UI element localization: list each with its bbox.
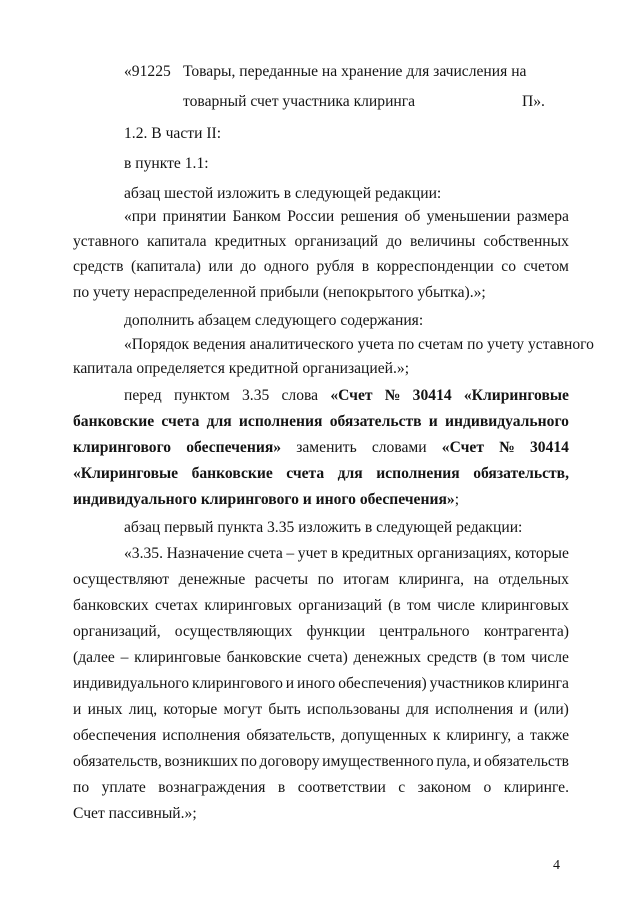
text-word: и (428, 413, 438, 430)
text-word: контрагента) (483, 623, 569, 640)
text-word: до (386, 233, 402, 250)
quote1-last-line: по учету нераспределенной прибыли (непокрытого убытка).»; (73, 284, 486, 301)
text-word: обязательств (484, 753, 569, 770)
text-word: «при (124, 208, 157, 225)
text-word: индивидуального клирингового и иного обеспечения» (73, 491, 455, 508)
text-word: по (240, 753, 257, 770)
quote3-line (124, 544, 569, 564)
text-word: лиц, (128, 701, 158, 718)
text-word: осуществляющих (174, 623, 293, 640)
text-word: перед (124, 387, 162, 404)
text-word: в (330, 545, 339, 562)
text-word: П». (522, 93, 545, 110)
text-word: (далее (73, 649, 115, 666)
text-word: размера (516, 208, 569, 225)
text-word: исполнения (435, 701, 514, 718)
text-word: Товары, переданные на хранение для зачисления на (183, 63, 527, 80)
quote3-line (73, 622, 569, 642)
text-word: счета (286, 465, 325, 482)
text-word: числе (437, 597, 476, 614)
replace-line-3 (73, 438, 569, 458)
text-word: России (287, 208, 335, 225)
text-word: банковских (73, 597, 149, 614)
text-word: клирингового (73, 439, 172, 456)
section-heading: 1.2. В части II: (124, 125, 222, 142)
text-word: а (517, 727, 525, 744)
text-word: индивидуального (73, 675, 190, 692)
page-number: 4 (553, 858, 560, 873)
text-word: в (361, 258, 370, 275)
text-word: банковские (226, 649, 302, 666)
quote1-line (73, 257, 569, 277)
text-word: организаций (294, 233, 379, 250)
text-word: по (73, 779, 90, 796)
text-word: обязательств, (73, 753, 162, 770)
text-word: 30414 (529, 439, 569, 456)
text-word: денежных (353, 649, 422, 666)
account-type (522, 92, 545, 112)
account-number: «91225 (124, 63, 171, 80)
quote3-line (73, 700, 569, 720)
text-word: с (398, 779, 406, 796)
text-word: обязательств, (473, 465, 569, 482)
text-word: – (286, 545, 295, 562)
text-word: уставного (73, 233, 139, 250)
text-word: также (530, 727, 569, 744)
text-word: капитала (147, 233, 207, 250)
text-word: клиринговых (481, 597, 569, 614)
text-word: об (404, 208, 421, 225)
quote3-line (73, 648, 569, 668)
text-word: обязательств, (246, 727, 336, 744)
text-word: использованы (306, 701, 400, 718)
text-word: расчеты (254, 571, 309, 588)
text-word: «Счет (330, 387, 373, 404)
text-word: «3.35. (124, 545, 163, 562)
text-word: принятии (162, 208, 227, 225)
text-word: (или) (534, 701, 569, 718)
text-word: со (501, 258, 516, 275)
account-line-1 (124, 62, 171, 82)
text-word: рубля (316, 258, 355, 275)
text-word: том (406, 597, 431, 614)
text-word: допущенных (341, 727, 427, 744)
text-word: возникших (164, 753, 239, 770)
text-word: могут (223, 701, 263, 718)
text-word: счета) (307, 649, 348, 666)
text-word: заменить (296, 439, 357, 456)
text-word: функции (306, 623, 366, 640)
text-word: числе (531, 649, 569, 666)
text-word: клиринга (507, 675, 569, 692)
text-word: отдельных (498, 571, 569, 588)
text-word: индивидуального (445, 413, 569, 430)
text-word: соответствии (297, 779, 386, 796)
text-word: средств (73, 258, 124, 275)
text-word: которые (514, 545, 569, 562)
text-word: организациях, (417, 545, 512, 562)
quote3-line (73, 778, 569, 798)
text-word: денежные (178, 571, 246, 588)
account-title-line-2 (183, 92, 415, 112)
replace-line-2 (73, 412, 569, 432)
text-word: организаций, (73, 623, 161, 640)
text-word: и (519, 701, 528, 718)
text-word: том (501, 649, 526, 666)
text-word: «Клиринговые (463, 387, 569, 404)
text-word: иного (297, 675, 336, 692)
text-word: обеспечения (73, 727, 157, 744)
text-word: центрального (379, 623, 470, 640)
text-word: счета (161, 413, 200, 430)
text-word: учет (297, 545, 328, 562)
text-word: (в (483, 649, 496, 666)
point-heading: в пункте 1.1: (124, 155, 209, 172)
quote3-line (73, 596, 569, 616)
text-word: товарный счет участника клиринга (183, 93, 416, 110)
text-word: и (285, 675, 295, 692)
text-word: уплате (101, 779, 146, 796)
text-word: и (473, 753, 482, 770)
text-word: клирингу, (446, 727, 512, 744)
text-word: которые (163, 701, 218, 718)
text-word: 30414 (412, 387, 452, 404)
text-word: (в (388, 597, 401, 614)
text-word: пунктом (173, 387, 230, 404)
text-word: № (384, 387, 401, 404)
text-word: словами (371, 439, 427, 456)
text-word: банковские (73, 413, 155, 430)
quote3-line (73, 752, 569, 772)
replace-line-5 (73, 490, 459, 510)
text-word: обеспечения) (338, 675, 427, 692)
text-word: собственных (483, 233, 569, 250)
text-word: кредитных (341, 545, 414, 562)
text-word: Банком (232, 208, 281, 225)
quote3-line (73, 570, 569, 590)
text-word: имущественного (322, 753, 434, 770)
text-word: слова (281, 387, 319, 404)
text-word: (капитала) (131, 258, 201, 275)
quote2-line: капитала определяется кредитной организацией.»; (73, 360, 410, 377)
text-word: вознаграждения (158, 779, 266, 796)
text-word: осуществляют (73, 571, 170, 588)
text-word: средств (426, 649, 478, 666)
text-word: счетом (523, 258, 569, 275)
text-word: – (120, 649, 129, 666)
text-word: для (206, 413, 232, 430)
text-word: Назначение (166, 545, 244, 562)
quote3-last-line: Счет пассивный.»; (73, 805, 197, 822)
text-word: к (432, 727, 441, 744)
text-word: по (317, 571, 334, 588)
text-word: обязательств (329, 413, 422, 430)
text-word: решения (340, 208, 399, 225)
text-word: пула, (436, 753, 471, 770)
text-word: одного (263, 258, 309, 275)
text-word: кредитных (214, 233, 287, 250)
text-word: и (73, 701, 82, 718)
text-word: о (483, 779, 492, 796)
replace-line-4 (73, 464, 569, 484)
paragraph-intro-sixth: абзац шестой изложить в следующей редакции: (124, 185, 442, 202)
text-word: «Счет (441, 439, 485, 456)
quote1-line (124, 207, 569, 227)
text-word: исполнения (238, 413, 323, 430)
replace-line-1 (124, 386, 569, 406)
quote2-line: «Порядок ведения аналитического учета по счетам по учету уставного (124, 336, 594, 353)
text-word: ; (454, 491, 460, 508)
quote3-line (73, 674, 569, 694)
text-word: «Клиринговые (73, 465, 179, 482)
text-word: уменьшении (426, 208, 511, 225)
text-word: договору (259, 753, 320, 770)
text-word: быть (268, 701, 301, 718)
text-word: до (240, 258, 257, 275)
text-word: банковские (191, 465, 273, 482)
text-word: или (208, 258, 233, 275)
paragraph-intro-first: абзац первый пункта 3.35 изложить в следующей редакции: (124, 519, 523, 536)
text-word: иных (87, 701, 123, 718)
text-word: клиринговые (134, 649, 221, 666)
text-word: счета (247, 545, 283, 562)
text-word: в (277, 779, 286, 796)
text-word: величины (409, 233, 476, 250)
text-word: на (473, 571, 489, 588)
text-word: 3.35 (242, 387, 270, 404)
text-word: для (337, 465, 363, 482)
text-word: для (406, 701, 429, 718)
quote3-line (73, 726, 569, 746)
text-word: корреспонденции (376, 258, 494, 275)
text-word: исполнения (162, 727, 241, 744)
text-word: обеспечения» (186, 439, 282, 456)
text-word: клирингового (192, 675, 283, 692)
text-word: итогам (343, 571, 390, 588)
text-word: организаций (298, 597, 382, 614)
text-word: № (499, 439, 515, 456)
text-word: участников (429, 675, 505, 692)
text-word: исполнения (376, 465, 460, 482)
quote1-line (73, 232, 569, 252)
text-word: клиринговых (204, 597, 292, 614)
paragraph-intro-add: дополнить абзацем следующего содержания: (124, 312, 424, 329)
text-word: клиринге. (503, 779, 569, 796)
text-word: законом (417, 779, 472, 796)
text-word: клиринга, (398, 571, 465, 588)
account-title-line-1 (183, 62, 526, 82)
text-word: счетах (154, 597, 199, 614)
